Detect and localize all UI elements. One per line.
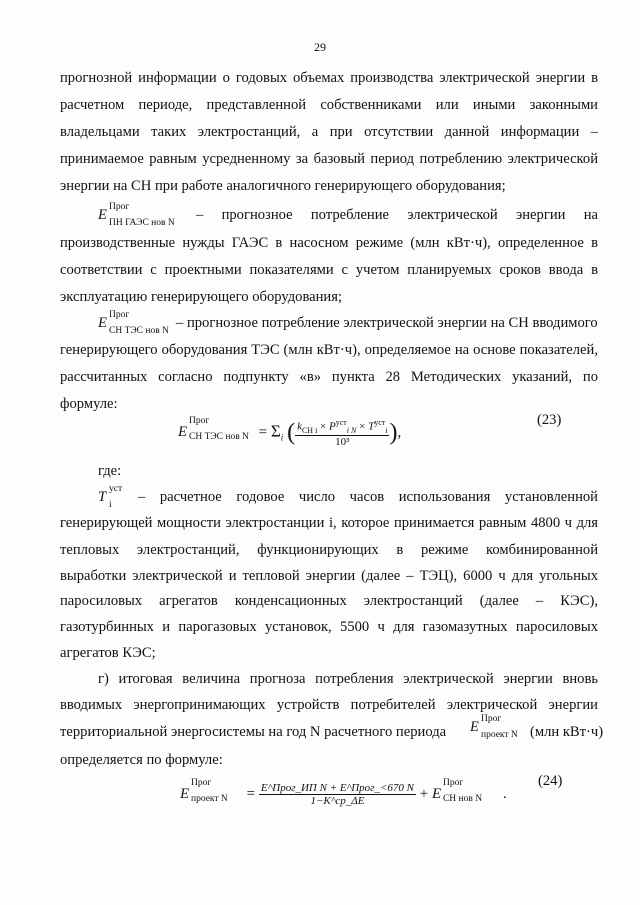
symbol-e-pn-gaes: E Прог ПН ГАЭС нов N xyxy=(98,202,175,228)
text-line: паросиловых агрегатов конденсационных электростанций (далее – КЭС), xyxy=(60,593,598,609)
symbol-t-ust: T уст i xyxy=(98,484,123,510)
text-line: прогнозной информации о годовых объемах производства электрической энергии в xyxy=(60,70,598,86)
text-line: рассчитанных согласно подпункту «в» пункта 28 Методических указаний, по xyxy=(60,369,598,385)
text-line: выработки электрической и тепловой энергии (далее – ТЭЦ), 6000 ч для угольных xyxy=(60,568,598,584)
equation-23: E Прог СН ТЭС нов N = $\Sigma_i$ ( $\frac{k_{СН i} \times P^{уст}_{i N} \times T^{уст}_i}{\text{10³}}$ ), xyxy=(178,416,402,448)
text-line: – прогнозное потребление электрической энергии на xyxy=(196,207,598,223)
text-line: владельцами таких электростанций, а при отсутствии данной информации – xyxy=(60,124,598,140)
equation-24: E Прог проект N = $\frac{\text{E\textasciicircum{}Прог\_ИП N + E\textasciicircum{}Прог\_<670 N}}{1-K\^{}ср\_\Delta E}$ + E Прог СН нов N . xyxy=(180,777,507,807)
text-line: принимаемое равным усредненному за базовый период потреблению электрической xyxy=(60,151,598,167)
text-line: энергии на СН при работе аналогичного генерирующего оборудования; xyxy=(60,178,506,194)
text-line: генерирующего оборудования ТЭС (млн кВт·ч), определяемое на основе показателей, xyxy=(60,342,598,358)
text-line: генерирующей мощности электростанции i, которое принимается равным 4800 ч для xyxy=(60,515,598,531)
text-line: производственные нужды ГАЭС в насосном режиме (млн кВт·ч), определенное в xyxy=(60,235,598,251)
page-number: 29 xyxy=(314,40,326,54)
equation-number: (23) xyxy=(537,412,562,428)
text-line: эксплуатацию генерирующего оборудования; xyxy=(60,289,343,305)
symbol-e-sn-tes: E Прог СН ТЭС нов N xyxy=(98,310,169,336)
equation-number: (24) xyxy=(538,773,563,789)
text-line: соответствии с проектными показателями с учетом планируемых сроков ввода в xyxy=(60,262,598,278)
text-line: – расчетное годовое число часов использования установленной xyxy=(138,489,598,505)
text-line: газотурбинных и парогазовых установок, 5500 ч для газомазутных паросиловых xyxy=(60,619,598,635)
text-line: агрегатов КЭС; xyxy=(60,645,156,661)
text-line: (млн кВт·ч) xyxy=(530,724,604,740)
text-line: г) итоговая величина прогноза потребления электрической энергии вновь xyxy=(98,671,598,687)
text-line: – прогнозное потребление электрической энергии на СН вводимого xyxy=(176,315,598,331)
text-line: вводимых энергопринимающих устройств потребителей электрической энергии xyxy=(60,697,598,713)
text-line: тепловых электростанций, функционирующих в режиме комбинированной xyxy=(60,542,598,558)
text-line: формуле: xyxy=(60,396,118,412)
text-line: расчетном периоде, представленной собственниками или иными законными xyxy=(60,97,598,113)
text-line: территориальной энергосистемы на год N расчетного периода xyxy=(60,724,447,740)
symbol-e-proekt: E Прог проект N xyxy=(470,714,518,740)
text-line: определяется по формуле: xyxy=(60,752,223,768)
text-line: где: xyxy=(98,463,122,479)
